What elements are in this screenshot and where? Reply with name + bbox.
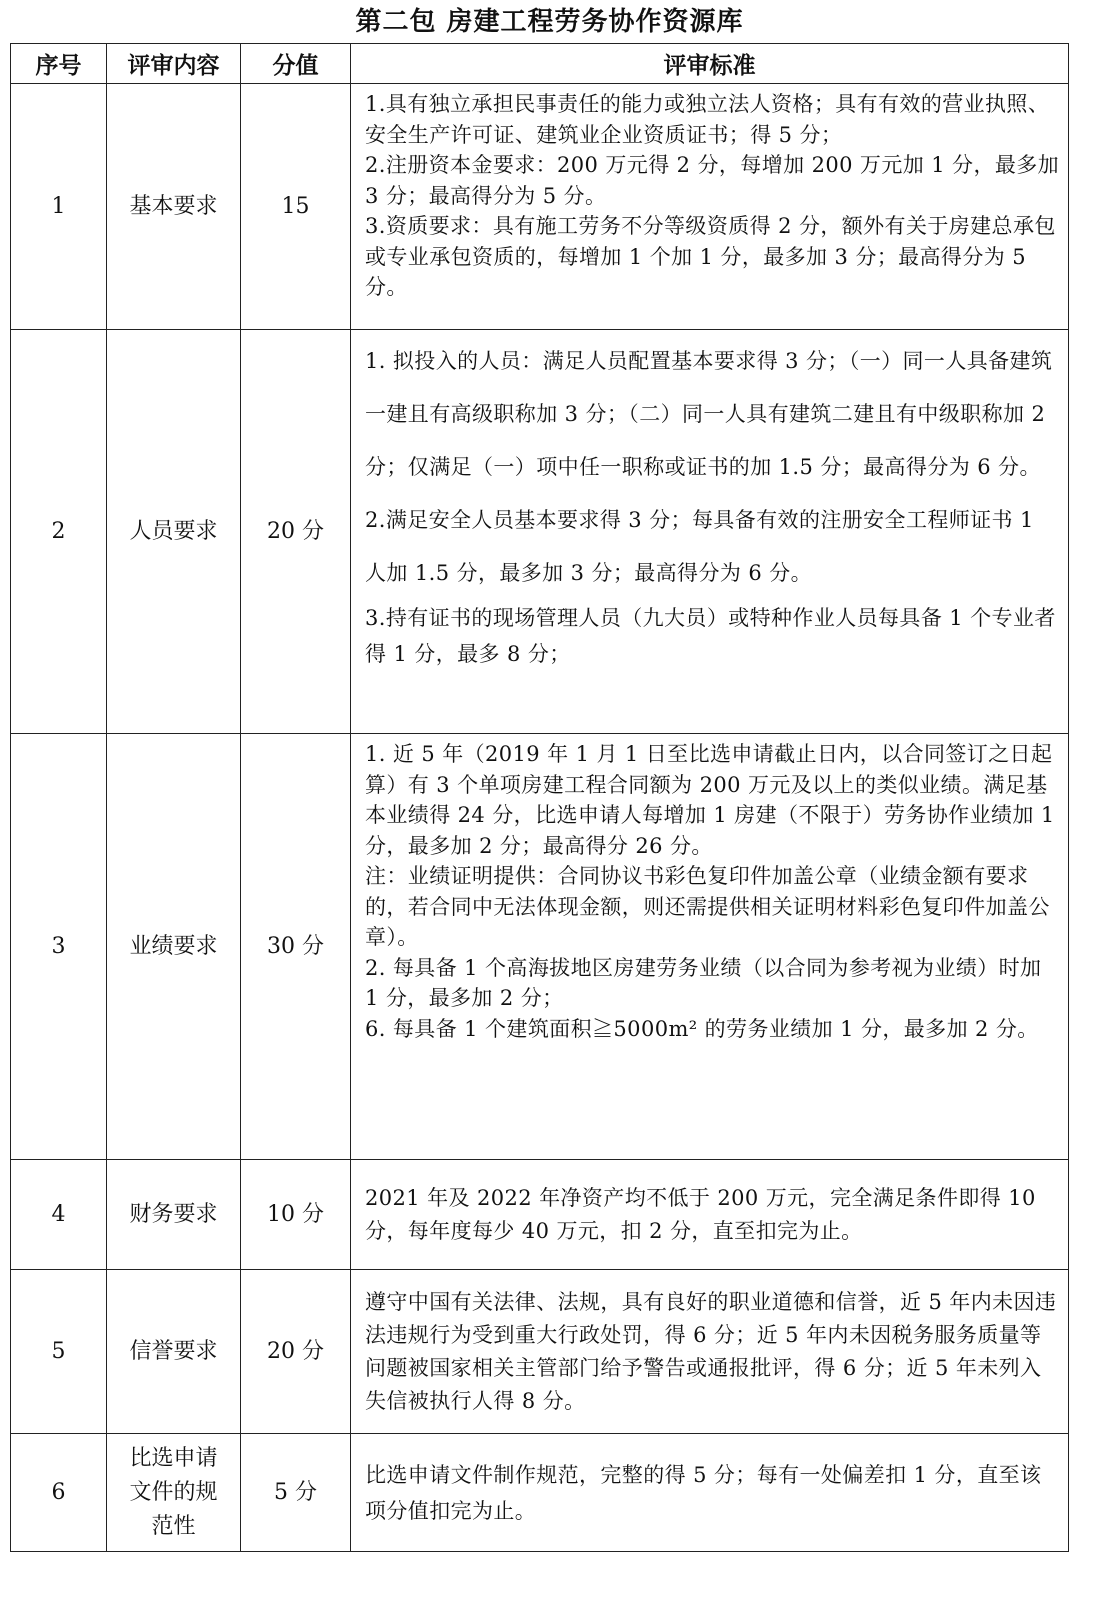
row-score: 10 分	[241, 1160, 351, 1270]
header-score: 分值	[241, 44, 351, 84]
header-criteria: 评审标准	[351, 44, 1069, 84]
criteria-line: 2.满足安全人员基本要求得 3 分；每具备有效的注册安全工程师证书 1 人加 1.5 分，最多加 3 分；最高得分为 6 分。	[365, 508, 1034, 585]
criteria-line: 6. 每具备 1 个建筑面积≧5000m² 的劳务业绩加 1 分，最多加 2 分。	[365, 1016, 1039, 1041]
criteria-line: 1.具有独立承担民事责任的能力或独立法人资格；具有有效的营业执照、安全生产许可证、建筑业企业资质证书；得 5 分；	[365, 92, 1050, 147]
page-title: 第二包 房建工程劳务协作资源库	[355, 7, 744, 37]
row-score: 15	[241, 84, 351, 330]
row-no: 2	[11, 330, 107, 734]
row-score: 20 分	[241, 330, 351, 734]
row-score: 5 分	[241, 1434, 351, 1552]
row-no: 3	[11, 734, 107, 1160]
row-item: 基本要求	[107, 84, 241, 330]
row-score: 20 分	[241, 1270, 351, 1434]
row-no: 6	[11, 1434, 107, 1552]
row-criteria	[351, 1160, 1069, 1270]
row-item: 财务要求	[107, 1160, 241, 1270]
row-criteria	[351, 1270, 1069, 1434]
row-no: 4	[11, 1160, 107, 1270]
criteria-line: 2. 每具备 1 个高海拔地区房建劳务业绩（以合同为参考视为业绩）时加 1 分，最多加 2 分；	[365, 955, 1042, 1010]
table-header-row	[11, 44, 1069, 84]
row-criteria	[351, 1434, 1069, 1552]
criteria-line: 2.注册资本金要求：200 万元得 2 分，每增加 200 万元加 1 分，最多加 3 分；最高得分为 5 分。	[365, 153, 1060, 208]
row-criteria	[351, 330, 1069, 734]
criteria-line: 1. 拟投入的人员：满足人员配置基本要求得 3 分；（一）同一人具备建筑一建且有高级职称加 3 分；（二）同一人具有建筑二建且有中级职称加 2 分；仅满足（一）项中任一职称或证书的加 1.5 分；最高得分为 6 分。	[365, 349, 1053, 479]
criteria-line: 2021 年及 2022 年净资产均不低于 200 万元，完全满足条件即得 10 分，每年度每少 40 万元，扣 2 分，直至扣完为止。	[365, 1186, 1036, 1243]
header-item: 评审内容	[107, 44, 241, 84]
table-row	[11, 1160, 1069, 1270]
row-score: 30 分	[241, 734, 351, 1160]
table-row	[11, 734, 1069, 1160]
row-item: 人员要求	[107, 330, 241, 734]
table-row	[11, 1434, 1069, 1552]
criteria-line: 遵守中国有关法律、法规，具有良好的职业道德和信誉，近 5 年内未因违法违规行为受到重大行政处罚，得 6 分；近 5 年内未因税务服务质量等问题被国家相关主管部门给予警告或通报批评，得 6 分；近 5 年未列入失信被执行人得 8 分。	[365, 1290, 1057, 1413]
header-no: 序号	[11, 44, 107, 84]
criteria-line: 3.资质要求：具有施工劳务不分等级资质得 2 分，额外有关于房建总承包或专业承包资质的，每增加 1 个加 1 分，最多加 3 分；最高得分为 5 分。	[365, 214, 1056, 299]
criteria-line: 1. 近 5 年（2019 年 1 月 1 日至比选申请截止日内，以合同签订之日起算）有 3 个单项房建工程合同额为 200 万元及以上的类似业绩。满足基本业绩得 24 分，比选申请人每增加 1 房建（不限于）劳务协作业绩加 1 分，最多加 2 分；最高得分 26 分。	[365, 742, 1055, 858]
row-no: 1	[11, 84, 107, 330]
table-row	[11, 330, 1069, 734]
criteria-line: 比选申请文件制作规范，完整的得 5 分；每有一处偏差扣 1 分，直至该项分值扣完为止。	[365, 1463, 1042, 1523]
row-criteria	[351, 734, 1069, 1160]
row-no: 5	[11, 1270, 107, 1434]
table-row	[11, 84, 1069, 330]
criteria-line: 3.持有证书的现场管理人员（九大员）或特种作业人员每具备 1 个专业者得 1 分，最多 8 分；	[365, 606, 1056, 666]
criteria-line: 注：业绩证明提供：合同协议书彩色复印件加盖公章（业绩金额有要求的，若合同中无法体现金额，则还需提供相关证明材料彩色复印件加盖公章）。	[365, 864, 1050, 949]
row-item: 信誉要求	[107, 1270, 241, 1434]
table-row	[11, 1270, 1069, 1434]
row-item: 比选申请文件的规范性	[107, 1434, 241, 1552]
scoring-table	[10, 43, 1069, 1552]
row-criteria	[351, 84, 1069, 330]
row-item: 业绩要求	[107, 734, 241, 1160]
